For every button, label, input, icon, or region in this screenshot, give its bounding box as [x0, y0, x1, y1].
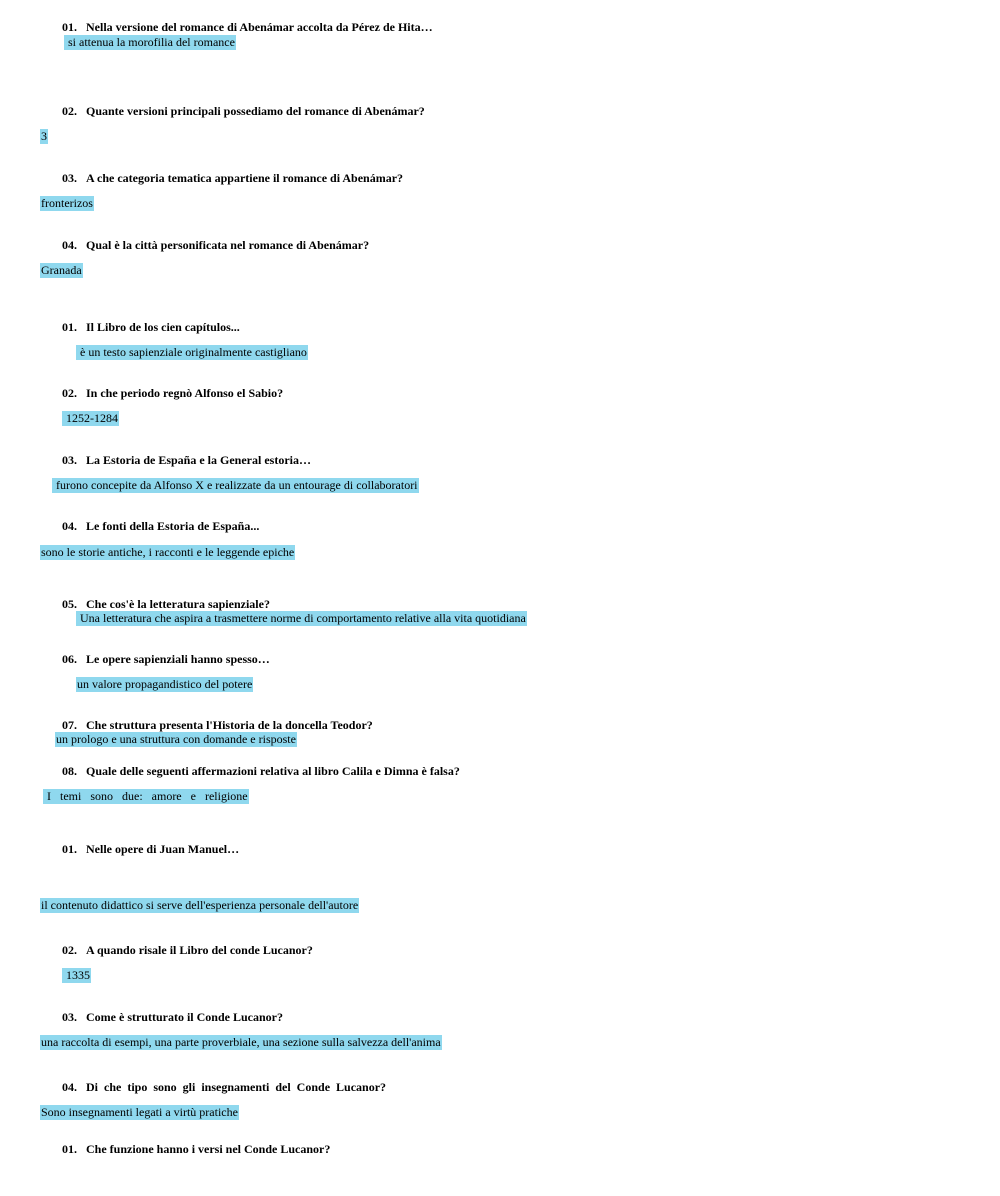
- question-number: 08.: [62, 764, 77, 778]
- question-text: A quando risale il Libro del conde Lucanor?: [86, 943, 313, 957]
- question-2-5: [62, 597, 270, 611]
- question-number: 03.: [62, 1010, 77, 1024]
- question-number: 04.: [62, 1080, 77, 1094]
- question-number: 02.: [62, 943, 77, 957]
- answer-highlight: il contenuto didattico si serve dell'esperienza personale dell'autore: [41, 898, 359, 912]
- question-text: Che cos'è la letteratura sapienziale?: [86, 597, 270, 611]
- answer-highlight: Una letteratura che aspira a trasmettere norme di comportamento relative alla vita quotidiana: [77, 611, 526, 625]
- question-number: 01.: [62, 842, 77, 856]
- question-3-2: [62, 943, 313, 957]
- question-text: Come è strutturato il Conde Lucanor?: [86, 1010, 283, 1024]
- answer-highlight: si attenua la morofilia del romance: [65, 35, 235, 49]
- question-text: Nella versione del romance di Abenámar accolta da Pérez de Hita…: [86, 20, 433, 34]
- question-2-8: [62, 764, 460, 778]
- question-text: Qual è la città personificata nel romance di Abenámar?: [86, 238, 370, 252]
- question-text: Che funzione hanno i versi nel Conde Lucanor?: [86, 1142, 331, 1156]
- answer-highlight: una raccolta di esempi, una parte proverbiale, una sezione sulla salvezza dell'anima: [41, 1035, 441, 1049]
- question-3-1: [62, 842, 239, 856]
- question-text: Che struttura presenta l'Historia de la doncella Teodor?: [86, 718, 373, 732]
- question-1-4: [62, 238, 369, 252]
- question-1-1: [62, 20, 433, 34]
- question-number: 06.: [62, 652, 77, 666]
- question-number: 01.: [62, 20, 77, 34]
- question-text: La Estoria de España e la General estoria…: [86, 453, 311, 467]
- question-text: Quante versioni principali possediamo del romance di Abenámar?: [86, 104, 425, 118]
- answer-highlight: Sono insegnamenti legati a virtù pratiche: [41, 1105, 238, 1119]
- question-2-7: [62, 718, 373, 732]
- answer-highlight: Granada: [41, 263, 82, 277]
- question-1-3: [62, 171, 403, 185]
- answer-highlight: sono le storie antiche, i racconti e le leggende epiche: [41, 545, 295, 559]
- question-number: 02.: [62, 386, 77, 400]
- question-text: Quale delle seguenti affermazioni relativa al libro Calila e Dimna è falsa?: [86, 764, 460, 778]
- question-2-3: [62, 453, 311, 467]
- question-number: 07.: [62, 718, 77, 732]
- answer-highlight: 1335: [63, 968, 90, 982]
- question-1-2: [62, 104, 425, 118]
- answer-highlight: è un testo sapienziale originalmente castigliano: [77, 345, 307, 359]
- question-number: 01.: [62, 1142, 77, 1156]
- question-text: Nelle opere di Juan Manuel…: [86, 842, 240, 856]
- answer-highlight: I temi sono due: amore e religione: [44, 789, 248, 803]
- question-4-1: [62, 1142, 330, 1156]
- answer-highlight: 3: [41, 129, 47, 143]
- question-text: Le fonti della Estoria de España...: [86, 519, 260, 533]
- answer-highlight: un valore propagandistico del potere: [77, 677, 253, 691]
- question-text: Il Libro de los cien capítulos...: [86, 320, 240, 334]
- answer-highlight: un prologo e una struttura con domande e risposte: [56, 732, 296, 746]
- question-text: In che periodo regnò Alfonso el Sabio?: [86, 386, 284, 400]
- question-text: Di che tipo sono gli insegnamenti del Conde Lucanor?: [86, 1080, 387, 1094]
- question-number: 04.: [62, 519, 77, 533]
- question-3-4: [62, 1080, 386, 1094]
- question-number: 03.: [62, 171, 77, 185]
- question-3-3: [62, 1010, 283, 1024]
- question-number: 04.: [62, 238, 77, 252]
- question-2-6: [62, 652, 270, 666]
- question-2-4: [62, 519, 259, 533]
- question-2-2: [62, 386, 283, 400]
- answer-highlight: 1252-1284: [63, 411, 118, 425]
- question-2-1: [62, 320, 240, 334]
- question-number: 02.: [62, 104, 77, 118]
- question-text: Le opere sapienziali hanno spesso…: [86, 652, 270, 666]
- answer-highlight: furono concepite da Alfonso X e realizzate da un entourage di collaboratori: [53, 478, 418, 492]
- question-number: 03.: [62, 453, 77, 467]
- question-text: A che categoria tematica appartiene il romance di Abenámar?: [86, 171, 404, 185]
- question-number: 01.: [62, 320, 77, 334]
- answer-highlight: fronterizos: [41, 196, 93, 210]
- question-number: 05.: [62, 597, 77, 611]
